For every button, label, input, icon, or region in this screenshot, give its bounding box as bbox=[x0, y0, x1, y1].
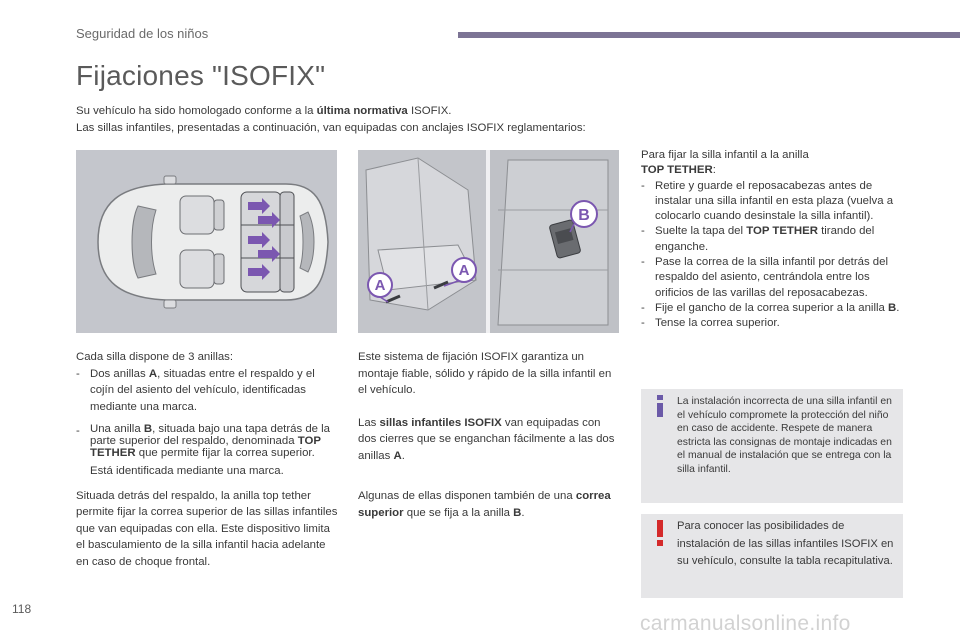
bullet-dash: - bbox=[641, 225, 645, 238]
label-b: B bbox=[578, 207, 590, 224]
column-3 bbox=[641, 148, 906, 332]
info-note-text: La instalación incorrecta de una silla infantil en el vehículo compromete la protección del niño en caso de accidente. Respete de manera estricta las consignas de montaje indicadas en el manual de instalación que se entrega con la silla infantil. bbox=[677, 396, 892, 475]
warning-note-text: Para conocer las posibilidades de instalación de las sillas infantiles ISOFIX en su vehículo, consulte la tabla recapitulativa. bbox=[677, 520, 894, 567]
column-2 bbox=[358, 349, 620, 521]
label-a-2: A bbox=[458, 262, 470, 279]
watermark: carmanualsonline.info bbox=[640, 612, 851, 635]
intro-text bbox=[76, 103, 676, 137]
bullet-dash: - bbox=[641, 256, 645, 269]
exclamation-icon bbox=[651, 520, 669, 546]
list-item: - Suelte la tapa del TOP TETHER tirando del enganche. bbox=[641, 224, 906, 255]
tether-intro: Para fijar la silla infantil a la anilla bbox=[641, 149, 809, 161]
isofix-seats-paragraph: Las sillas infantiles ISOFIX van equipadas con dos cierres que se enganchan fácilmente a las dos anillas A. bbox=[358, 416, 615, 462]
list-item: - Fije el gancho de la correa superior a la anilla B. bbox=[641, 301, 906, 316]
list-item: - Tense la correa superior. bbox=[641, 316, 906, 331]
bullet-dash: - bbox=[76, 425, 80, 437]
list-item: - Retire y guarde el reposacabezas antes de instalar una silla infantil en esta plaza (vuelva a colocarlo cuando desinstale la silla infantil). bbox=[641, 179, 906, 225]
top-tether-paragraph: Situada detrás del respaldo, la anilla top tether permite fijar la correa superior de las sillas infantiles que van equipadas con ella. Este dispositivo limita el basculamiento de la silla infantil hacia adelante en caso de choque frontal. bbox=[76, 489, 338, 568]
page-title: Fijaciones "ISOFIX" bbox=[76, 60, 326, 91]
system-paragraph: Este sistema de fijación ISOFIX garantiza un montaje fiable, sólido y rápido de la silla infantil en el vehículo. bbox=[358, 351, 612, 396]
anchors-intro: Cada silla dispone de 3 anillas: bbox=[76, 351, 234, 363]
tether-intro-bold: TOP TETHER: bbox=[641, 164, 716, 177]
intro-line-2: Las sillas infantiles, presentadas a continuación, van equipadas con anclajes ISOFIX reglamentarios: bbox=[76, 122, 586, 134]
info-icon bbox=[651, 395, 669, 417]
warning-note-box bbox=[641, 514, 903, 598]
item-note: Está identificada mediante una marca. bbox=[90, 465, 284, 477]
list-item: - Dos anillas A, situadas entre el respaldo y el cojín del asiento del vehículo, identificadas mediante una marca. bbox=[76, 366, 338, 416]
intro-line-1: Su vehículo ha sido homologado conforme a la última normativa ISOFIX. bbox=[76, 105, 452, 117]
column-1 bbox=[76, 349, 338, 570]
info-note-box bbox=[641, 389, 903, 503]
page-number: 118 bbox=[12, 602, 32, 616]
upper-strap-paragraph: Algunas de ellas disponen también de una correa superior que se fija a la anilla B. bbox=[358, 490, 611, 519]
bullet-dash: - bbox=[641, 301, 645, 314]
label-a: A bbox=[374, 277, 386, 294]
list-item: - Una anilla B, situada bajo una tapa detrás de la parte superior del respaldo, denominada TOP TETHER que permite fijar la correa superior. bbox=[76, 423, 331, 459]
seat-anchor-figure bbox=[358, 150, 619, 333]
vehicle-top-view-figure bbox=[76, 150, 337, 333]
bullet-dash: - bbox=[641, 179, 645, 192]
list-item: - Pase la correa de la silla infantil por detrás del respaldo del asiento, centrándola entre los orificios de las varillas del reposacabezas. bbox=[641, 255, 906, 301]
section-label: Seguridad de los niños bbox=[76, 26, 209, 41]
header-bar bbox=[458, 32, 960, 38]
bullet-dash: - bbox=[76, 367, 80, 380]
bullet-dash: - bbox=[641, 317, 645, 330]
